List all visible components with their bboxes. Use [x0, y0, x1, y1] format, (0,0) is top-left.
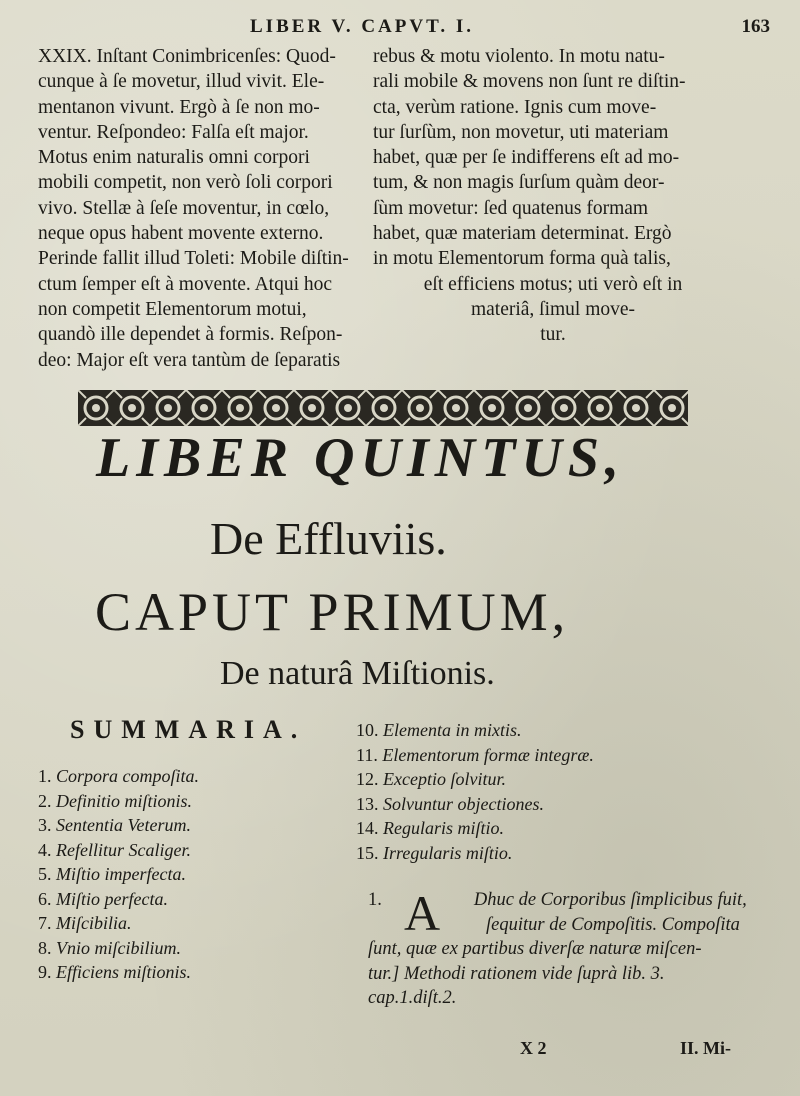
list-item: 1. Corpora compoſita.: [38, 766, 200, 786]
right-text-column: [373, 44, 733, 348]
left-text-column: [38, 44, 358, 373]
text-line: mobili competit, non verò ſoli corpori: [38, 172, 333, 194]
text-line: vivo. Stellæ à ſeſe moventur, in cœlo,: [38, 197, 330, 219]
text-line: eſt efficiens motus; uti verò eſt in: [423, 273, 683, 295]
text-line: rali mobile & movens non ſunt re diſtin-: [373, 71, 686, 93]
text-line: non competit Elementorum motui,: [38, 298, 307, 320]
text-line: ſequitur de Compoſitis. Compoſita: [486, 914, 740, 935]
text-line: habet, quæ materiam determinat. Ergò: [373, 223, 672, 245]
summaria-heading: SUMMARIA.: [70, 715, 307, 744]
list-item: 2. Definitio miſtionis.: [38, 790, 193, 811]
text-line: cunque à ſe movetur, illud vivit. Ele-: [38, 71, 325, 93]
decorative-border: [78, 390, 688, 426]
text-line: tum, & non magis ſurſum quàm deor-: [373, 172, 665, 194]
subject-title: De Effluviis.: [210, 513, 447, 564]
text-line: ſùm movetur: ſed quatenus formam: [373, 197, 649, 219]
list-item: 5. Miſtio imperfecta.: [38, 864, 186, 884]
text-line: quandò ille dependet à formis. Reſpon-: [38, 324, 343, 346]
text-line: materiâ, ſimul move-: [470, 298, 636, 320]
text-line: 1. Dhuc de Corporibus ſimplicibus fuit,: [368, 890, 747, 910]
text-line: cap.1.diſt.2.: [368, 988, 457, 1008]
list-item: 8. Vnio miſcibilium.: [38, 937, 181, 958]
text-line: tur.] Methodi rationem vide ſuprà lib. 3.: [368, 963, 665, 984]
running-head-title: LIBER V. CAPVT. I.: [250, 16, 474, 37]
list-item: 3. Sententia Veterum.: [38, 815, 191, 835]
drop-cap: A: [404, 885, 441, 941]
page-number: 163: [741, 16, 770, 37]
summaria-list-right: [356, 718, 594, 865]
text-line: mentanon vivunt. Ergò à ſe non mo-: [38, 96, 320, 118]
catchword: II. Mi-: [680, 1038, 731, 1058]
summaria-list-left: [38, 764, 199, 985]
text-line: tur ſurſùm, non movetur, uti materiam: [373, 121, 669, 143]
text-line: Perinde fallit illud Toleti: Mobile diſtin-: [38, 248, 349, 270]
text-line: ctum ſemper eſt à movente. Atqui hoc: [38, 273, 333, 295]
list-item: 11. Elementorum formæ integræ.: [356, 744, 594, 765]
list-item: 12. Exceptio ſolvitur.: [356, 769, 506, 789]
book-title: LIBER QUINTUS,: [96, 427, 625, 489]
list-item: 10. Elementa in mixtis.: [356, 720, 522, 740]
chapter-subtitle: De naturâ Miſtionis.: [220, 655, 495, 692]
text-line: ventur. Reſpondeo: Falſa eſt major.: [38, 121, 309, 143]
text-line: cta, verùm ratione. Ignis cum move-: [373, 96, 657, 118]
list-item: 13. Solvuntur objectiones.: [356, 793, 544, 814]
text-line: rebus & motu violento. In motu natu-: [373, 46, 665, 67]
text-line: ſunt, quæ ex partibus diverſæ naturæ miſcen-: [368, 939, 702, 959]
list-item: 9. Efficiens miſtionis.: [38, 962, 191, 982]
list-item: 6. Miſtio perfecta.: [38, 888, 168, 909]
list-item: 7. Miſcibilia.: [38, 913, 132, 933]
list-item: 15. Irregularis miſtio.: [356, 842, 513, 863]
text-line: in motu Elementorum forma quà talis,: [373, 248, 671, 270]
chapter-title: CAPUT PRIMUM,: [95, 582, 570, 642]
text-line: XXIX. Inſtant Conimbricenſes: Quod-: [38, 46, 336, 67]
text-line: Motus enim naturalis omni corpori: [38, 147, 310, 169]
text-line: neque opus habent movente externo.: [38, 223, 324, 245]
text-line: habet, quæ per ſe indifferens eſt ad mo-: [373, 147, 680, 169]
signature-mark: X 2: [520, 1038, 547, 1058]
list-item: 4. Refellitur Scaliger.: [38, 839, 191, 860]
list-item: 14. Regularis miſtio.: [356, 818, 504, 838]
section-number: 1.: [368, 890, 382, 910]
text-line: tur.: [540, 324, 566, 346]
ornament-icon: [78, 390, 688, 426]
text-line: deo: Major eſt vera tantùm de ſeparatis: [38, 349, 341, 371]
